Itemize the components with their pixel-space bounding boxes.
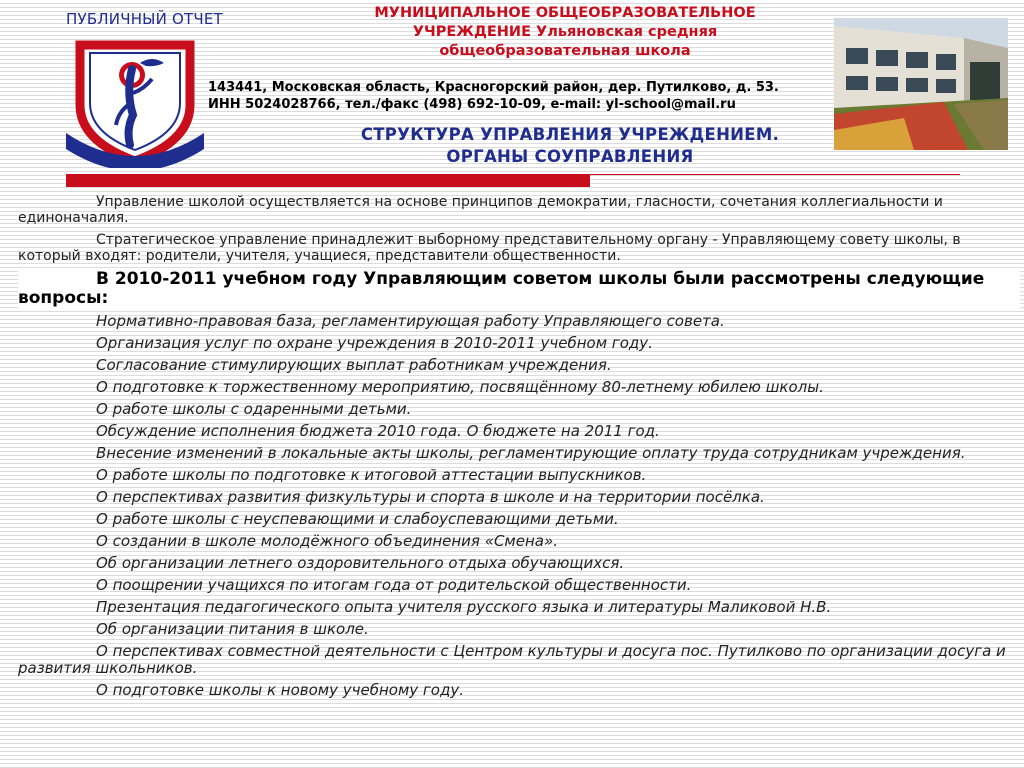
agenda-item: О поощрении учащихся по итогам года от родительской общественности. [96, 576, 692, 594]
agenda-item: О подготовке школы к новому учебному году. [96, 680, 464, 699]
agenda-item: О подготовке к торжественному мероприятию, посвящённому 80-летнему юбилею школы. [96, 378, 824, 396]
agenda-item: О перспективах совместной деятельности с Центром культуры и досуга пос. Путилково по организации досуга и развития школьников. [18, 642, 1006, 677]
section-title-line: СТРУКТУРА УПРАВЛЕНИЯ УЧРЕЖДЕНИЕМ. [360, 125, 780, 144]
agenda-item: Внесение изменений в локальные акты школы, регламентирующие оплату труда сотрудникам учреждения. [96, 444, 966, 462]
school-address [208, 79, 848, 113]
agenda-item: О работе школы с одаренными детьми. [96, 400, 412, 418]
school-emblem-icon [60, 33, 210, 168]
agenda-item: Об организации летнего оздоровительного отдыха обучающихся. [96, 554, 625, 572]
agenda-item: О работе школы с неуспевающими и слабоуспевающими детьми. [96, 510, 619, 528]
agenda-heading: В 2010-2011 учебном году Управляющим советом школы были рассмотрены следующие вопросы: [18, 270, 1020, 308]
main-content [18, 194, 1020, 704]
school-name-line: общеобразовательная школа [439, 43, 691, 59]
agenda-list [18, 313, 1020, 698]
section-title [200, 124, 940, 168]
section-title-line: ОРГАНЫ СОУПРАВЛЕНИЯ [446, 147, 694, 166]
strategic-management-paragraph: Стратегическое управление принадлежит выборному представительному органу - Управляющему совету школы, в который входят: родители, учителя, учащиеся, представители общественности. [18, 232, 961, 264]
agenda-item: Презентация педагогического опыта учителя русского языка и литературы Маликовой Н.В. [96, 598, 832, 616]
school-name-line: УЧРЕЖДЕНИЕ Ульяновская средняя [412, 24, 718, 40]
agenda-item: Об организации питания в школе. [96, 620, 369, 638]
agenda-item: Организация услуг по охране учреждения в 2010-2011 учебном году. [96, 334, 653, 352]
agenda-item: Обсуждение исполнения бюджета 2010 года. О бюджете на 2011 год. [96, 422, 660, 440]
agenda-item: Согласование стимулирующих выплат работникам учреждения. [96, 356, 612, 374]
contact-line: ИНН 5024028766, тел./факс (498) 692-10-09, e-mail: yl-school@mail.ru [208, 97, 736, 112]
agenda-item: О создании в школе молодёжного объединения «Смена». [96, 532, 559, 550]
school-name [305, 4, 825, 61]
thin-divider-line [590, 174, 960, 175]
red-divider-bar [66, 174, 590, 187]
agenda-item: Нормативно-правовая база, регламентирующая работу Управляющего совета. [96, 312, 725, 330]
public-report-label: ПУБЛИЧНЫЙ ОТЧЕТ [66, 10, 223, 28]
school-emblem [60, 33, 210, 168]
management-paragraph: Управление школой осуществляется на основе принципов демократии, гласности, сочетания коллегиальности и единоначалия. [18, 194, 943, 226]
agenda-item: О перспективах развития физкультуры и спорта в школе и на территории посёлка. [96, 488, 765, 506]
agenda-item: О работе школы по подготовке к итоговой аттестации выпускников. [96, 466, 647, 484]
school-name-line: МУНИЦИПАЛЬНОЕ ОБЩЕОБРАЗОВАТЕЛЬНОЕ [374, 5, 756, 21]
address-line: 143441, Московская область, Красногорский район, дер. Путилково, д. 53. [208, 80, 779, 95]
